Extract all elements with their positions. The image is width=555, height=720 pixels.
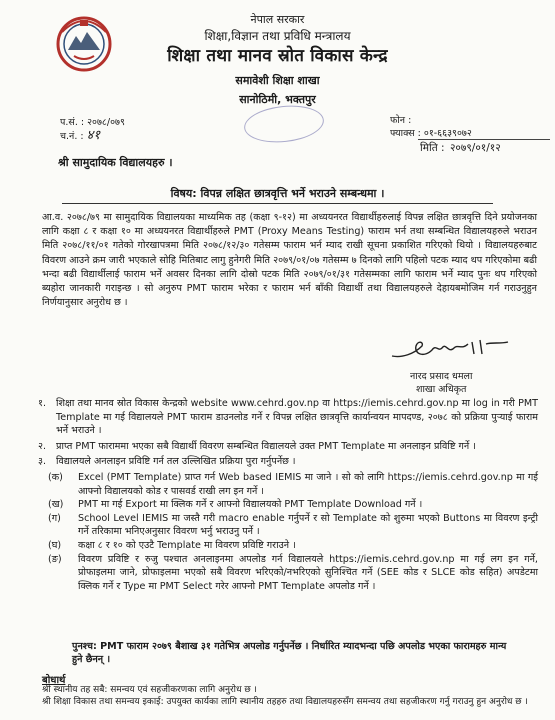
section-name: समावेशी शिक्षा शाखा [235, 74, 320, 87]
date-label: मिति : [420, 142, 445, 154]
ps-value: २०७८/०७९ [87, 117, 125, 128]
cn-label: च.नं. [60, 131, 78, 142]
recipient: श्री सामुदायिक विद्यालयहरु । [58, 156, 173, 169]
list-item [48, 498, 538, 512]
list-item [48, 512, 538, 539]
office-stamp [242, 102, 325, 146]
list-item [48, 471, 538, 498]
list-item [38, 455, 538, 469]
ps-label: प.सं. [60, 117, 78, 128]
step-number: १. [38, 398, 47, 409]
signatory-name: नारद प्रसाद धमला [410, 371, 473, 382]
substep-text: PMT मा गई Export मा क्लिक गर्ने र आफ्नो विद्यालयको PMT Template Download गर्ने । [78, 499, 423, 511]
substep-text: Excel (PMT Template) प्राप्त गर्न Web based IEMIS मा जाने । सो को लागि https://iemis.cehrd.gov.np मा गई आफ्नो विद्यालयको कोड र पासवर्ड राखी लग इन गर्ने । [78, 471, 538, 497]
contact-block: फोन : फ्याक्स : ०१-६६३९०७२ [390, 115, 472, 139]
office-address: सानोठिमी, भक्तपुर [239, 93, 316, 106]
phone-label: फोन [390, 115, 406, 126]
substep-letter: (ग) [48, 512, 61, 524]
cc-item: श्री स्थानीय तह सबै: समन्वय एवं सहजीकरणका लागि अनुरोध छ । [42, 685, 257, 695]
instruction-list [38, 397, 538, 593]
signatory-block [410, 370, 472, 396]
reference-block: प.सं. : २०७८/०७९ च.नं. : ४१ [60, 117, 125, 143]
substep-letter: (घ) [48, 539, 62, 551]
step-text: शिक्षा तथा मानव स्रोत विकास केन्द्रको website www.cehrd.gov.np वा https://iemis.cehrd.gov.np मा log in गरी PMT Template मा गई विद्यालयले PMT फाराम डाउनलोड गर्ने र विपन्न लक्षित छात्रवृत्ति कार्यान्वयन मापदण्ड, २०७८ को प्रक्रिया पुऱ्याई फाराम भर्ने भराउने । [56, 398, 538, 437]
signatory-title: शाखा अधिकृत [416, 384, 467, 395]
list-item [38, 397, 538, 438]
fax-label: फ्याक्स [390, 128, 415, 139]
substep-text: कक्षा ८ र १० को एउटै Template मा विवरण प्रविष्टि गराउने । [78, 539, 296, 551]
step-number: ३. [38, 456, 47, 468]
substep-letter: (ङ) [48, 553, 62, 565]
step-text: प्राप्त PMT फाराममा भएका सबै विद्यार्थी विवरण सम्बन्धित विद्यालयले उक्त PMT Template मा अनलाइन प्रविष्टि गर्ने । [56, 440, 476, 452]
substep-letter: (क) [48, 471, 63, 483]
step-text: विद्यालयले अनलाइन प्रविष्टि गर्न तल उल्लिखित प्रक्रिया पुरा गर्नुपर्नेछ । [56, 456, 296, 468]
center-title: शिक्षा तथा मानव स्रोत विकास केन्द्र [167, 46, 388, 66]
list-item [38, 440, 538, 454]
government-name: नेपाल सरकार [250, 13, 305, 26]
substep-text: School Level IEMIS मा जस्तै गरी macro enable गर्नुपर्ने र सो Template को शुरुमा भएको Buttons मा विवरण इन्ट्री गर्ने तरिकामा भनिएअनुसार विवरण भर्नु भराउनु पर्ने । [78, 512, 538, 538]
handwritten-signature [388, 332, 516, 366]
ministry-name: शिक्षा,विज्ञान तथा प्रविधि मन्त्रालय [204, 29, 351, 43]
body-paragraph: आ.व. २०७८/७९ मा सामुदायिक विद्यालयका माध्यमिक तह (कक्षा ९-१२) मा अध्ययनरत विद्यार्थीहरुलाई विपन्न लक्षित छात्रवृत्ति दिने प्रयोजनका लागि कक्षा ८ र कक्षा १० मा अध्ययनरत विद्यार्थीहरुले PMT (Proxy Means Testing) फाराम भर्न तथा सम्बन्धित विद्यालयहरुले भराउन मिति २०७८/११/०१ गतेको गोरखापत्रमा मिति २०७८/१२/३० गतेसम्म फाराम भर्न म्याद राखी सूचना प्रकाशित गरिएको थियो । विद्यालयहरुबाट विवरण आउने क्रम जारी भएकाले सोहि मितिबाट लागु हुनेगरी मिति २०७९/०१/०७ गतेसम्म ७ दिनको लागि पहिलो पटक म्याद थप गरिएकोमा बढी भन्दा बढी विद्यार्थीलाई फाराम भर्ने अवसर दिनका लागि दोस्रो पटक मिति २०७९/०१/३१ गतेसम्मका लागि फाराम भर्ने म्याद पुनः थप गरिएको ब्यहोरा जानकारी गराइन्छ । सो अनुरुप PMT फाराम भरेका र फाराम भर्न बाँकी विद्यार्थी तथा विद्यालयहरुले देहायबमोजिम गर्न गराउनुहुन निर्णयानुसार अनुरोध छ । [42, 212, 537, 309]
date-value: २०७९/०१/१२ [449, 142, 501, 154]
substep-text: विवरण प्रविष्टि र रुजु पश्चात अनलाइनमा अपलोड गर्न विद्यालयले https://iemis.cehrd.gov.np मा गई लग इन गर्ने, प्रोफाइलमा जाने, प्रोफाइलमा भएको सबै विवरण भरिएको/नभरिएको सुनिश्चित गर्ने (SEE कोड र SLCE कोड सहित) अपडेटमा क्लिक गर्ने र Type मा PMT Select गरेर आफ्नो PMT Template अपलोड गर्ने । [78, 553, 538, 592]
list-item [48, 539, 538, 553]
postscript: पुनश्च: PMT फाराम २०७९ बैशाख ३१ गतेभित्र अपलोड गर्नुपर्नेछ । निर्धारित म्यादभन्दा पछि अपलोड भएका फारामहरु मान्य हुने छैनन् । [72, 641, 507, 665]
cn-value: ४१ [86, 128, 101, 143]
list-item [48, 553, 538, 594]
step-number: २. [38, 440, 47, 452]
substep-letter: (ख) [48, 499, 64, 511]
fax-value: ०१-६६३९०७२ [423, 128, 472, 139]
cc-item: श्री शिक्षा विकास तथा समन्वय इकाई: उपयुक्त कार्यका लागि स्थानीय तहहरु तथा विद्यालयहरुसँग समन्वय तथा सहजीकरण गर्नु गराउनु हुन अनुरोध छ । [42, 697, 528, 708]
cc-list [42, 684, 542, 709]
cc-label: बोधार्थ [42, 675, 66, 686]
date-block [418, 139, 550, 154]
subject-underline [62, 203, 493, 204]
subject: विषय: विपन्न लक्षित छात्रवृत्ति भर्ने भराउने सम्बन्धमा । [170, 187, 385, 200]
